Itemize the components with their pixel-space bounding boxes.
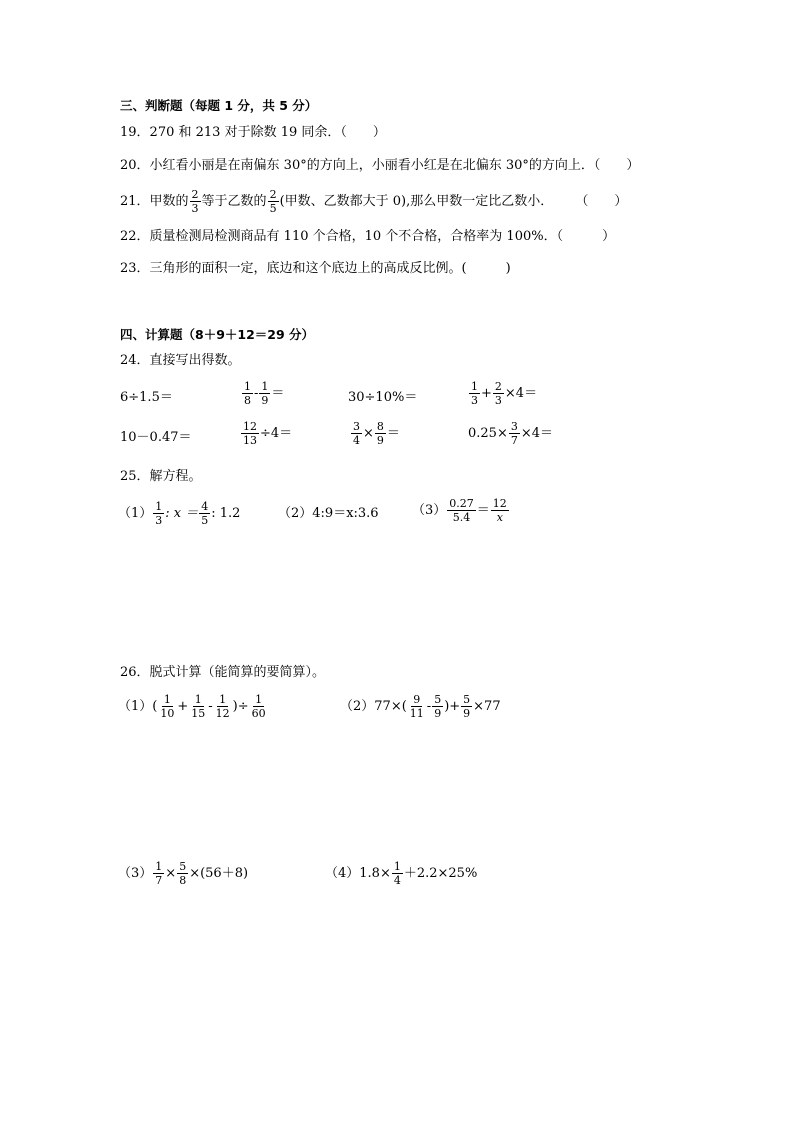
- part-label: （4）1.8×: [325, 866, 391, 881]
- fraction: [259, 380, 270, 407]
- denominator: 4: [353, 434, 360, 447]
- expression-mid: : x ＝: [165, 506, 199, 521]
- fraction: [153, 500, 164, 527]
- denominator: 3: [494, 394, 502, 407]
- numerator: 1: [244, 380, 251, 393]
- denominator: 12: [215, 707, 230, 720]
- fraction: [177, 860, 188, 887]
- q24-item-g: [350, 420, 400, 447]
- fraction: [375, 420, 386, 447]
- denominator: 10: [160, 707, 175, 720]
- question-25: 25．解方程。: [120, 469, 202, 484]
- q21-mid: 等于乙数的: [201, 194, 267, 209]
- numerator: 1: [219, 693, 227, 706]
- denominator: 5: [201, 514, 209, 527]
- q26-part-4: [325, 860, 477, 887]
- question-26: 26．脱式计算（能简算的要简算）。: [120, 665, 326, 680]
- q24-item-b: [241, 380, 284, 407]
- operator: ×: [363, 426, 374, 441]
- denominator: 4: [393, 874, 401, 887]
- fraction: [493, 380, 504, 407]
- equals: ＝: [386, 426, 400, 441]
- denominator: 11: [409, 707, 424, 720]
- denominator: 60: [251, 707, 266, 720]
- denominator: 13: [243, 434, 257, 447]
- denominator: 9: [376, 434, 384, 447]
- q21-fraction-2: [268, 188, 279, 215]
- q24-item-d: [468, 380, 537, 407]
- q21-answer-paren: （ ）: [575, 194, 628, 209]
- denominator: 9: [434, 707, 442, 720]
- numerator: 1: [155, 500, 163, 513]
- numerator: 1: [255, 693, 263, 706]
- q25-part-1: [118, 500, 240, 527]
- q25-part-2: （2）4:9＝x:3.6: [278, 506, 379, 521]
- fraction: [491, 497, 509, 524]
- section-4-heading: 四、计算题（8＋9＋12＝29 分）: [120, 327, 315, 342]
- numerator: 12: [243, 420, 257, 433]
- operator: ×: [165, 866, 177, 881]
- q26-part-1: [118, 693, 269, 720]
- expression-tail: ×4＝: [520, 426, 554, 441]
- numerator: 2: [269, 188, 277, 201]
- question-20: 20．小红看小丽是在南偏东 30°的方向上，小丽看小红是在北偏东 30°的方向上．（ ）: [120, 158, 640, 173]
- fraction: [199, 500, 210, 527]
- q21-suffix: (甲数、乙数都大于 0),那么甲数一定比乙数小．: [279, 194, 554, 209]
- part-label: （3）: [118, 866, 153, 881]
- equals: ＝: [271, 386, 285, 401]
- numerator: 5: [434, 693, 442, 706]
- numerator: 8: [376, 420, 384, 433]
- numerator: 1: [163, 693, 171, 706]
- part-label: （3）: [412, 503, 447, 518]
- fraction: [408, 693, 426, 720]
- q26-part-3: [118, 860, 248, 887]
- fraction: [469, 380, 480, 407]
- fraction: [392, 860, 403, 887]
- denominator: 5.4: [452, 511, 471, 524]
- denominator: 7: [155, 874, 163, 887]
- numerator: 1: [155, 860, 163, 873]
- numerator: 5: [179, 860, 187, 873]
- q24-item-e: 10－0.47＝: [120, 430, 192, 445]
- expression-tail: ×(56＋8): [189, 866, 249, 881]
- denominator: 9: [463, 707, 471, 720]
- expression-tail: ＋2.2×25%: [403, 866, 478, 881]
- numerator: 3: [510, 420, 518, 433]
- fraction: [461, 693, 472, 720]
- q24-item-f: [240, 420, 292, 447]
- fraction: [242, 380, 253, 407]
- numerator: 2: [494, 380, 502, 393]
- question-23: 23．三角形的面积一定，底边和这个底边上的高成反比例。( ): [120, 261, 511, 276]
- expression-mid: )÷: [232, 699, 249, 714]
- fraction: [432, 693, 443, 720]
- expression-tail: ×77: [473, 699, 501, 714]
- expression-head: 0.25×: [468, 426, 508, 441]
- q24-item-c: 30÷10%＝: [348, 390, 418, 405]
- numerator: 1: [261, 380, 269, 393]
- part-label: （1）: [118, 506, 153, 521]
- question-19: 19．270 和 213 对于除数 19 同余．（ ）: [120, 125, 386, 140]
- fraction: [214, 693, 232, 720]
- section-3-heading: 三、判断题（每题 1 分，共 5 分）: [120, 98, 318, 113]
- q21-prefix: 21．甲数的: [120, 194, 189, 209]
- denominator: 15: [191, 707, 206, 720]
- question-24: 24．直接写出得数。: [120, 353, 241, 368]
- q21-fraction-1: [190, 188, 201, 215]
- operator: -: [426, 699, 432, 714]
- denominator: x: [496, 511, 503, 524]
- q25-part-3: [412, 497, 510, 524]
- denominator: 7: [510, 434, 518, 447]
- numerator: 12: [492, 497, 507, 510]
- expression-tail: : 1.2: [211, 506, 241, 521]
- numerator: 4: [201, 500, 209, 513]
- part-label: （2）77×(: [340, 699, 407, 714]
- operator: +: [177, 699, 189, 714]
- numerator: 0.27: [449, 497, 474, 510]
- fraction: [153, 860, 164, 887]
- question-22: 22．质量检测局检测商品有 110 个合格，10 个不合格，合格率为 100%．（ ）: [120, 229, 616, 244]
- denominator: 8: [244, 394, 251, 407]
- denominator: 8: [179, 874, 187, 887]
- fraction: [509, 420, 520, 447]
- expression-mid: )+: [444, 699, 461, 714]
- fraction: [250, 693, 268, 720]
- numerator: 9: [413, 693, 421, 706]
- numerator: 1: [471, 380, 478, 393]
- denominator: 3: [471, 394, 478, 407]
- expression-tail: ×4＝: [504, 386, 538, 401]
- operator: -: [208, 699, 213, 714]
- numerator: 1: [194, 693, 202, 706]
- part-label: （1）(: [118, 699, 158, 714]
- q24-item-h: [468, 420, 553, 447]
- fraction: [447, 497, 476, 524]
- equals: ＝: [476, 503, 490, 518]
- q26-part-2: [340, 693, 501, 720]
- operator: +: [481, 386, 492, 401]
- fraction: [189, 693, 207, 720]
- expression-tail: ÷4＝: [260, 426, 293, 441]
- question-21: [120, 188, 627, 215]
- fraction: [158, 693, 176, 720]
- q24-item-a: 6÷1.5＝: [120, 390, 173, 405]
- fraction: [351, 420, 362, 447]
- operator: -: [254, 386, 259, 401]
- numerator: 1: [393, 860, 401, 873]
- numerator: 3: [353, 420, 360, 433]
- denominator: 3: [155, 514, 163, 527]
- fraction: [241, 420, 259, 447]
- numerator: 2: [191, 188, 199, 201]
- denominator: 9: [261, 394, 269, 407]
- numerator: 5: [463, 693, 471, 706]
- denominator: 3: [191, 202, 199, 215]
- denominator: 5: [269, 202, 277, 215]
